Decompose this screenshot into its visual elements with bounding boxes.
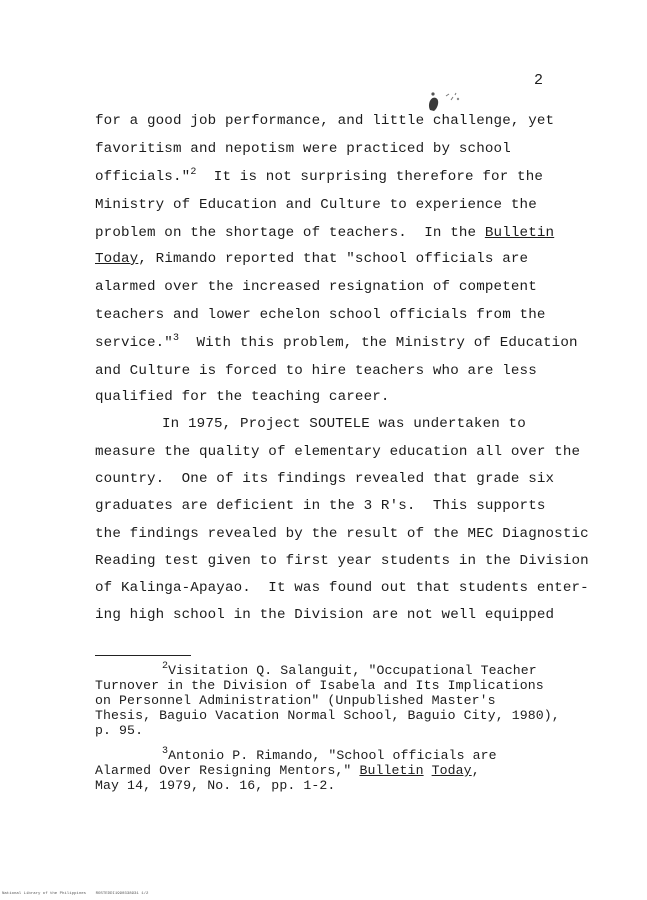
body-line-17: Reading test given to first year students in the Division bbox=[95, 553, 589, 569]
footnote-2-line-4: Thesis, Baguio Vacation Normal School, Baguio City, 1980), bbox=[95, 708, 560, 723]
body-line-9: service."$^3$ With this problem, the Ministry of Education bbox=[95, 333, 578, 351]
body-line-8: teachers and lower echelon school officials from the bbox=[95, 307, 546, 323]
body-line-19: ing high school in the Division are not well equipped bbox=[95, 607, 555, 623]
footnote-3-line-3: May 14, 1979, No. 16, pp. 1-2. bbox=[95, 778, 336, 793]
body-line-16: the findings revealed by the result of the MEC Diagnostic bbox=[95, 526, 589, 542]
body-line-6: Today, Rimando reported that "school officials are bbox=[95, 251, 529, 267]
archive-credit: National Library of the Philippines ROSTEDDI1990338931 1/2 bbox=[2, 892, 149, 896]
body-line-5: problem on the shortage of teachers. In the Bulletin bbox=[95, 225, 555, 241]
body-line-4: Ministry of Education and Culture to experience the bbox=[95, 197, 537, 213]
footnote-ref-2: 2 bbox=[190, 167, 197, 178]
footnote-ref-3: 3 bbox=[172, 333, 180, 344]
body-line-1: for a good job performance, and little challenge, yet bbox=[95, 113, 555, 129]
publication-title: Bulletin bbox=[484, 225, 555, 241]
body-line-18: of Kalinga-Apayao. It was found out that students enter- bbox=[95, 580, 589, 596]
footnote-2-line-2: Turnover in the Division of Isabela and Its Implications bbox=[95, 678, 544, 693]
body-line-2: favoritism and nepotism were practiced by school bbox=[95, 141, 511, 157]
footnote-3-line-1: $^3$Antonio P. Rimando, "School officials are bbox=[162, 746, 497, 763]
body-line-15: graduates are deficient in the 3 R's. This supports bbox=[95, 498, 546, 514]
body-line-11: qualified for the teaching career. bbox=[95, 389, 390, 405]
footnote-2-line-3: on Personnel Administration" (Unpublished Master's bbox=[95, 693, 496, 708]
body-line-14: country. One of its findings revealed that grade six bbox=[95, 471, 555, 487]
body-line-7: alarmed over the increased resignation of competent bbox=[95, 279, 537, 295]
body-line-13: measure the quality of elementary education all over the bbox=[95, 444, 581, 460]
publication-title-cont: Today bbox=[95, 251, 139, 267]
body-line-12: In 1975, Project SOUTELE was undertaken to bbox=[162, 416, 526, 432]
footnote-3-line-2: Alarmed Over Resigning Mentors," Bulletin Today, bbox=[95, 763, 480, 778]
body-line-10: and Culture is forced to hire teachers who are less bbox=[95, 363, 537, 379]
footnote-2-line-1: $^2$Visitation Q. Salanguit, "Occupational Teacher bbox=[162, 661, 537, 678]
footnote-divider bbox=[95, 655, 191, 656]
page-number: 2 bbox=[534, 72, 544, 89]
body-line-3: officials."$^2$ It is not surprising therefore for the bbox=[95, 167, 544, 185]
footnote-2-line-5: p. 95. bbox=[95, 723, 144, 738]
